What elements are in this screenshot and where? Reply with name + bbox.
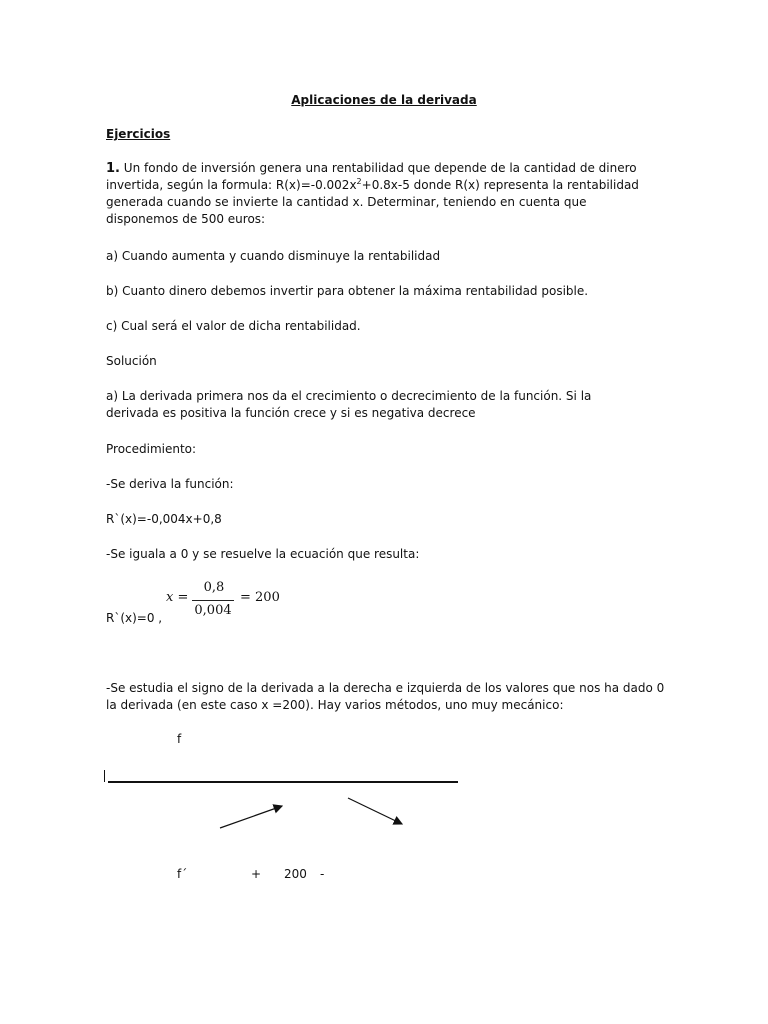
section-heading: Ejercicios [106, 127, 171, 141]
solution-label: Solución [106, 354, 157, 368]
step-equate-zero: -Se iguala a 0 y se resuelve la ecuación que resulta: [106, 547, 420, 561]
axis-tick [104, 770, 105, 782]
problem-number: 1. [106, 161, 120, 176]
solution-a-text: a) La derivada primera nos da el crecimiento o decrecimiento de la función. Si la derivada es positiva la función crece y si es negativa decrece [106, 389, 592, 420]
procedure-label: Procedimiento: [106, 442, 197, 456]
fraction-bar [192, 600, 234, 601]
question-b: b) Cuanto dinero debemos invertir para obtener la máxima rentabilidad posible. [106, 284, 589, 298]
equation-result: = 200 [240, 590, 280, 605]
equation-lhs: R`(x)=0 , [106, 611, 163, 625]
sign-chart-f-label: f [177, 732, 182, 746]
number-line [108, 781, 458, 783]
derivative-formula: R`(x)=-0,004x+0,8 [106, 512, 222, 526]
increasing-arrow-icon [220, 806, 282, 828]
question-a: a) Cuando aumenta y cuando disminuye la rentabilidad [106, 249, 441, 263]
exponent: 2 [356, 177, 362, 186]
sign-critical-value: 200 [284, 867, 307, 881]
question-c: c) Cual será el valor de dicha rentabilidad. [106, 319, 361, 333]
step-sign-study: -Se estudia el signo de la derivada a la derecha e izquierda de los valores que nos ha dado 0 la derivada (en este caso x =200). Hay varios métodos, uno muy mecánico: [106, 681, 665, 712]
sign-chart-fprime-label: f´ [177, 867, 188, 881]
equation-numerator: 0,8 [203, 580, 225, 595]
equation-denominator: 0,004 [194, 603, 232, 618]
monotonicity-arrows [200, 790, 420, 840]
problem-statement [106, 160, 662, 228]
page-title: Aplicaciones de la derivada [291, 93, 477, 107]
sign-minus: - [320, 867, 325, 881]
sign-plus: + [251, 867, 262, 881]
decreasing-arrow-icon [348, 798, 402, 824]
step-derive: -Se deriva la función: [106, 477, 234, 491]
problem-text-pre: Un fondo de inversión genera una rentabilidad que depende de la cantidad de dinero invertida, según la formula: R(x)=-0.002x [106, 161, 637, 192]
problem-text-post: +0.8x-5 donde R(x) representa la rentabilidad generada cuando se invierte la cantidad x. Determinar, teniendo en cuenta que disponemos de 500 euros: [106, 178, 639, 226]
equation-variable: x = [166, 590, 189, 605]
